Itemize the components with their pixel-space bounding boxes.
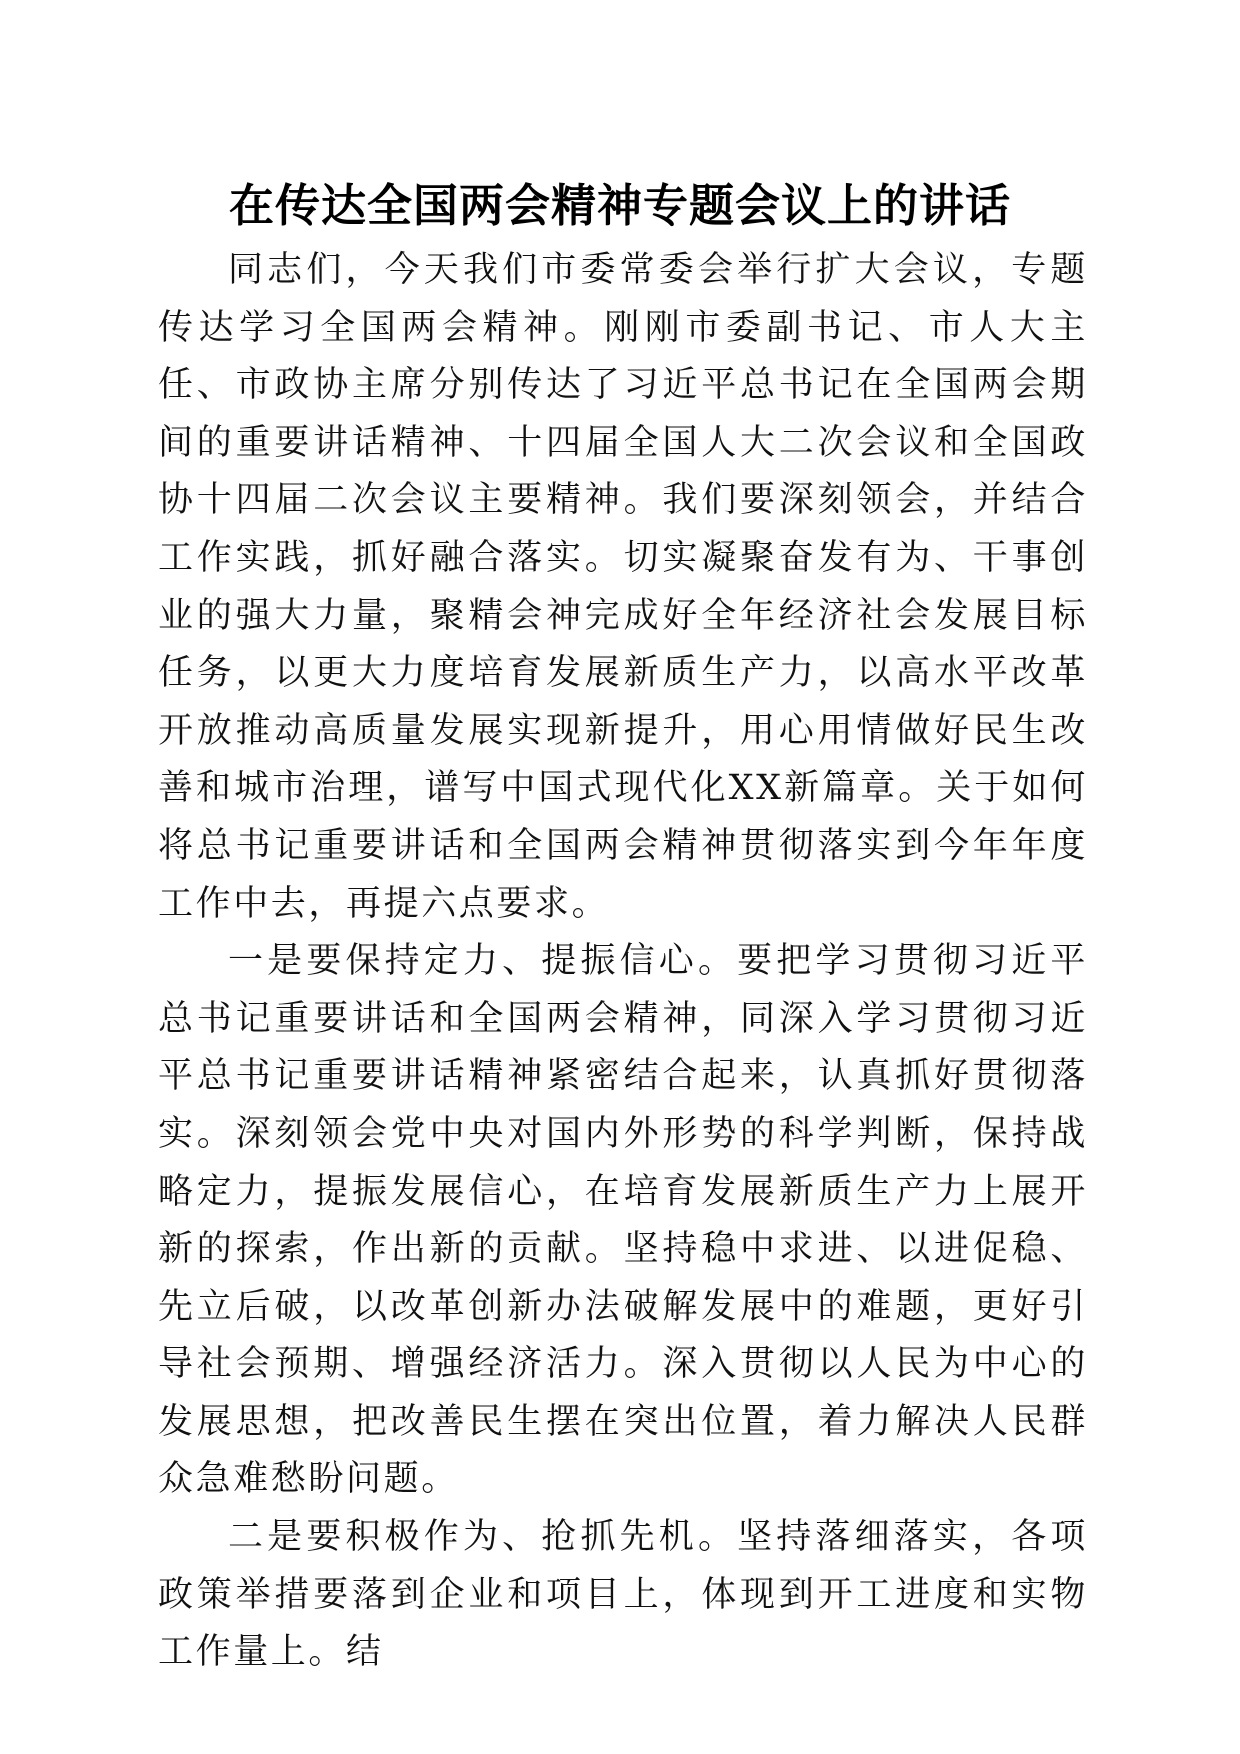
document-body <box>158 242 1088 1682</box>
paragraph-intro: 同志们，今天我们市委常委会举行扩大会议，专题传达学习全国两会精神。刚刚市委副书记、市人大主任、市政协主席分别传达了习近平总书记在全国两会期间的重要讲话精神、十四届全国人大二次会议和全国政协十四届二次会议主要精神。我们要深刻领会，并结合工作实践，抓好融合落实。切实凝聚奋发有为、干事创业的强大力量，聚精会神完成好全年经济社会发展目标任务，以更大力度培育发展新质生产力，以高水平改革开放推动高质量发展实现新提升，用心用情做好民生改善和城市治理，谱写中国式现代化XX新篇章。关于如何将总书记重要讲话和全国两会精神贯彻落实到今年年度工作中去，再提六点要求。 <box>158 250 1088 924</box>
paragraph-point-one: 一是要保持定力、提振信心。要把学习贯彻习近平总书记重要讲话和全国两会精神，同深入学习贯彻习近平总书记重要讲话精神紧密结合起来，认真抓好贯彻落实。深刻领会党中央对国内外形势的科学判断，保持战略定力，提振发展信心，在培育发展新质生产力上展开新的探索，作出新的贡献。坚持稳中求进、以进促稳、先立后破，以改革创新办法破解发展中的难题，更好引导社会预期、增强经济活力。深入贯彻以人民为中心的发展思想，把改善民生摆在突出位置，着力解决人民群众急难愁盼问题。 <box>158 941 1088 1500</box>
paragraph-point-two: 二是要积极作为、抢抓先机。坚持落细落实，各项政策举措要落到企业和项目上，体现到开工进度和实物工作量上。结 <box>158 1517 1088 1673</box>
document-title: 在传达全国两会精神专题会议上的讲话 <box>228 179 1011 232</box>
